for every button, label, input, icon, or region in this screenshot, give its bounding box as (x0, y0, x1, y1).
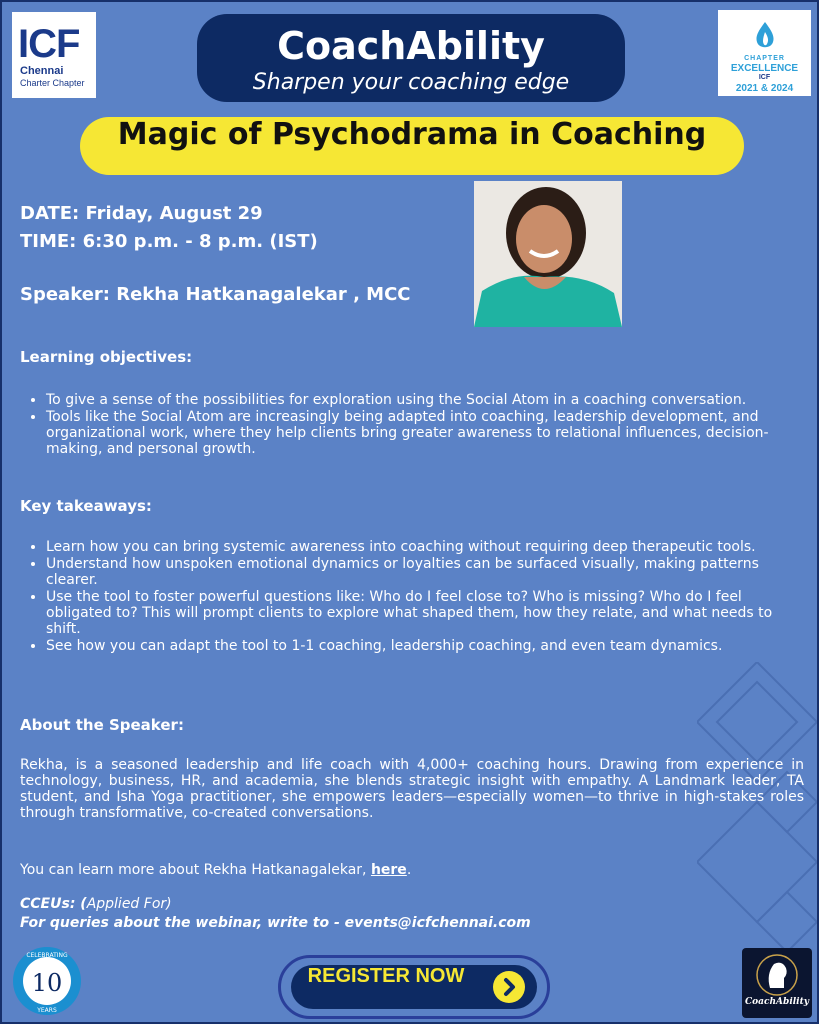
celebrating-10-years-badge (12, 946, 82, 1016)
about-speaker-heading: About the Speaker: (20, 716, 184, 734)
topic-banner (80, 117, 744, 175)
cceu-value: Applied For) (86, 896, 172, 912)
list-item: • See how you can adapt the tool to 1-1 coaching, leadership coaching, and even team dynamics. (46, 638, 806, 654)
coachability-logo (742, 948, 812, 1018)
session-topic: Magic of Psychodrama in Coaching (117, 117, 707, 152)
cceu-label: CCEUs: ( (20, 896, 87, 912)
event-series-title: CoachAbility (277, 24, 545, 68)
chapter-excellence-logo (718, 10, 811, 96)
icf-small-label: ICF (758, 74, 771, 81)
register-button-frame (278, 955, 550, 1019)
speaker-photo (474, 181, 622, 327)
list-item: • Tools like the Social Atom are increasingly being adapted into coaching, leadership development, and organizational work, where they help clients bring greater awareness to relational influences, decision-making, and personal growth. (46, 409, 806, 457)
coachability-logo-label: CoachAbility (745, 997, 809, 1007)
icf-city: Chennai (20, 65, 64, 77)
title-banner (197, 14, 625, 102)
icf-wordmark: ICF (18, 22, 80, 66)
learn-more-period: . (406, 862, 412, 878)
event-date: DATE: Friday, August 29 (20, 203, 263, 224)
cceu-line (20, 896, 172, 912)
icf-chennai-logo (12, 12, 96, 98)
list-item: • Use the tool to foster powerful questions like: Who do I feel close to? Who is missing? Who do I feel obligated to? This will prompt clients to explore what shaped them, how they relate, and what needs to shift. (46, 589, 806, 637)
excellence-label: EXCELLENCE (730, 63, 799, 74)
chevron-right-icon[interactable] (493, 971, 525, 1003)
learning-objectives-heading: Learning objectives: (20, 348, 193, 366)
speaker-profile-link[interactable]: here (370, 862, 407, 878)
speaker-portrait-image (474, 181, 622, 327)
list-item: • Learn how you can bring systemic awareness into coaching without requiring deep therapeutic tools. (46, 539, 806, 555)
register-button-label: REGISTER NOW (307, 965, 465, 987)
register-button[interactable] (291, 965, 537, 1009)
event-time: TIME: 6:30 p.m. - 8 p.m. (IST) (20, 231, 318, 252)
list-item: • To give a sense of the possibilities for exploration using the Social Atom in a coaching conversation. (46, 392, 806, 408)
flame-icon (755, 22, 775, 52)
key-takeaways-heading: Key takeaways: (20, 497, 152, 515)
list-item: • Understand how unspoken emotional dynamics or loyalties can be surfaced visually, making patterns clearer. (46, 556, 806, 588)
event-series-tagline: Sharpen your coaching edge (252, 70, 570, 95)
learn-more-line (20, 862, 411, 878)
badge-number: 10 (31, 969, 63, 997)
speaker-name: Speaker: Rekha Hatkanagalekar , MCC (20, 284, 411, 305)
key-takeaways-list (20, 539, 806, 655)
queries-contact: For queries about the webinar, write to - events@icfchennai.com (20, 915, 531, 931)
chapter-label: CHAPTER (744, 55, 785, 62)
about-speaker-text: Rekha, is a seasoned leadership and life coach with 4,000+ coaching hours. Drawing from experience in technology, business, HR, and academia, she blends strategic insight with empathy. A Landmark leader, TA student, and Isha Yoga practitioner, she empowers leaders—especially women—to thrive in high-stakes roles through transformative, co-created conversations. (20, 757, 804, 821)
badge-bottom-text: YEARS (37, 1007, 57, 1014)
learn-more-text: You can learn more about Rekha Hatkanagalekar, (20, 862, 371, 878)
learning-objectives-list (20, 392, 806, 458)
head-silhouette-icon (742, 948, 812, 998)
badge-top-text: CELEBRATING (26, 952, 68, 959)
award-years: 2021 & 2024 (735, 83, 794, 94)
icf-chapter-subtitle: Charter Chapter (20, 78, 85, 88)
